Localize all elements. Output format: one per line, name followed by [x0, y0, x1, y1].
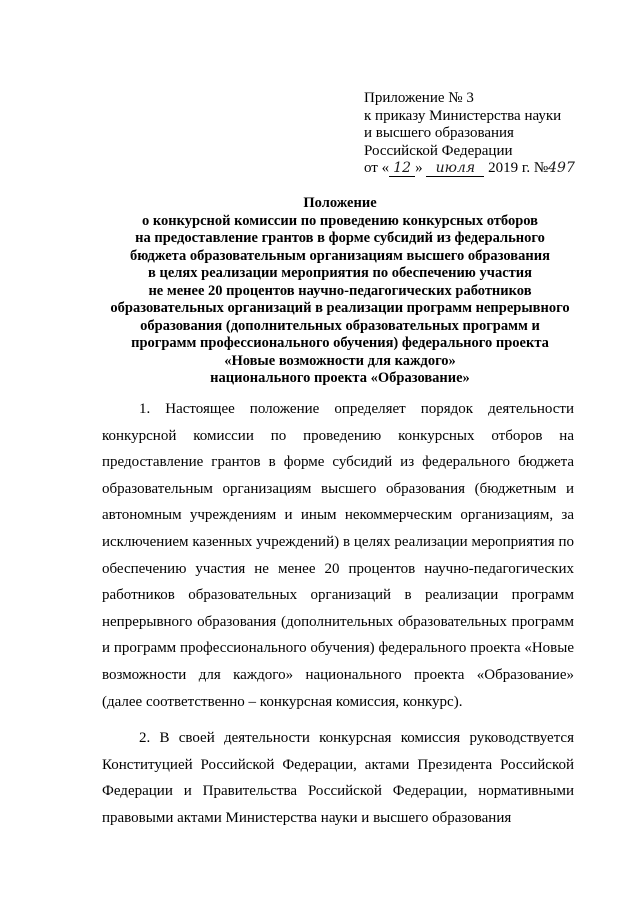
date-prefix: от «	[364, 160, 390, 176]
title-line: «Новые возможности для каждого»	[224, 352, 456, 369]
paragraph: 1. Настоящее положение определяет порядок деятельности конкурсной комиссии по проведению конкурсных отборов на предоставление грантов в форме субсидий из федерального бюджета образовательным организациям высшего образования (бюджетным и автономным учреждениям и иным некоммерческим организациям, за исключением казенных учреждений) в целях реализации мероприятия по обеспечению участия не менее 20 процентов научно-педагогических работников образовательных организаций в реализации программ непрерывного образования (дополнительных образовательных программ и программ профессионального обучения) федерального проекта «Новые возможности для каждого» национального проекта «Образование» (далее соответственно – конкурсная комиссия, конкурс).	[102, 401, 574, 710]
appendix-header	[364, 90, 604, 178]
appendix-line: и высшего образования	[364, 125, 514, 141]
title-line: в целях реализации мероприятия по обеспечению участия	[148, 265, 532, 281]
document-title	[80, 195, 600, 388]
title-line: на предоставление грантов в форме субсидий из федерального	[135, 230, 545, 246]
title-line: не менее 20 процентов научно-педагогических работников	[148, 282, 532, 299]
appendix-line: к приказу Министерства науки	[364, 107, 562, 124]
title-line: образовательных организаций в реализации программ непрерывного	[110, 300, 570, 316]
date-mid: »	[415, 160, 423, 176]
title-line: бюджета образовательным организациям высшего образования	[130, 247, 550, 264]
handwritten-order-number: 497	[548, 160, 575, 176]
document-body	[102, 396, 574, 842]
paragraph: 2. В своей деятельности конкурсная комиссия руководствуется Конституцией Российской Федерации, актами Президента Российской Федерации и Правительства Российской Федерации, нормативными правовыми актами Министерства науки и высшего образования	[102, 730, 574, 826]
year-text: 2019 г. №	[488, 160, 549, 176]
title-heading: Положение	[303, 195, 377, 211]
title-line: о конкурсной комиссии по проведению конкурсных отборов	[142, 212, 538, 229]
handwritten-day: 12	[389, 161, 415, 177]
order-date-line	[364, 160, 604, 178]
handwritten-month: июля	[426, 161, 484, 177]
appendix-line: Российской Федерации	[364, 142, 513, 159]
title-line: образования (дополнительных образовательных программ и	[140, 317, 540, 334]
title-line: программ профессионального обучения) федерального проекта	[131, 335, 549, 351]
title-line: национального проекта «Образование»	[210, 370, 470, 386]
appendix-title: Приложение № 3	[364, 90, 474, 106]
